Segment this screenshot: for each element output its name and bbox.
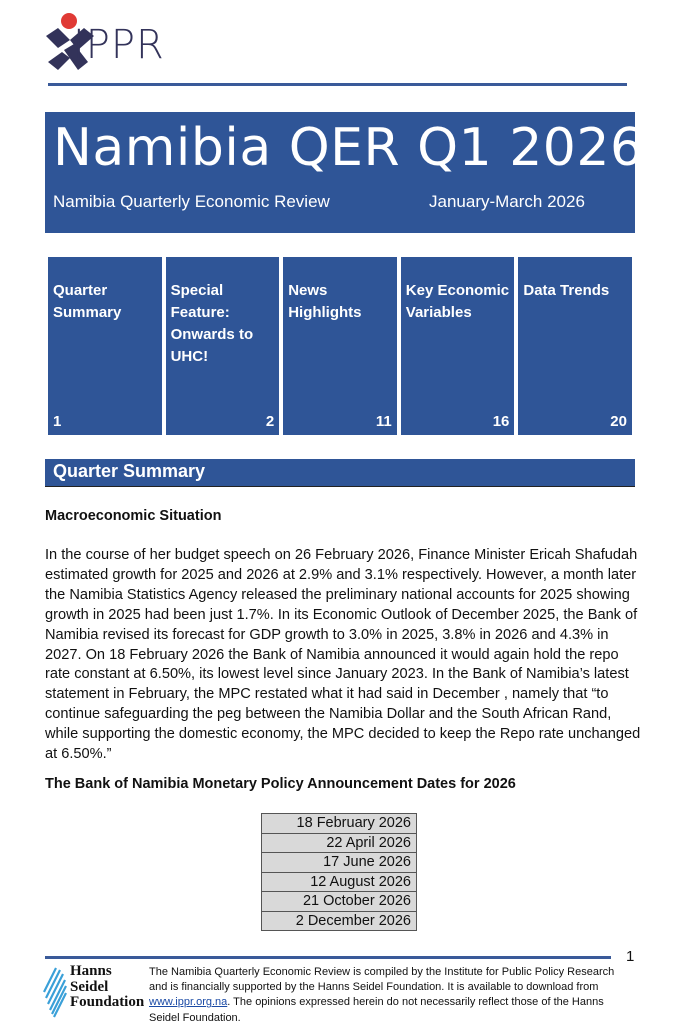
table-row xyxy=(262,872,417,892)
table-row xyxy=(262,892,417,912)
title-banner xyxy=(45,112,644,233)
announcement-dates-table xyxy=(261,813,417,931)
table-of-contents xyxy=(48,257,632,435)
sponsor-line: Hanns xyxy=(70,963,112,979)
document-title: Namibia QER Q1 2026 xyxy=(53,118,644,178)
hanns-seidel-logo-icon xyxy=(42,964,70,1018)
toc-label: Quarter Summary xyxy=(53,282,122,321)
ippr-logo-text: IPPR xyxy=(73,22,165,68)
footer-text-before: The Namibia Quarterly Economic Review is compiled by the Institute for Public Policy Research and is financially supported by the Hanns Seidel Foundation. It is available to download from xyxy=(149,966,615,994)
ippr-website-link[interactable]: www.ippr.org.na xyxy=(149,996,228,1009)
toc-label: Data Trends xyxy=(523,282,610,299)
document-subtitle: Namibia Quarterly Economic Review xyxy=(53,192,330,211)
footer-text-after: . The opinions expressed herein do not necessarily reflect those of the Hanns Seidel Foundation. xyxy=(149,996,604,1024)
toc-page-number: 11 xyxy=(375,413,392,430)
toc-item-special-feature[interactable] xyxy=(166,257,280,435)
section-title: Quarter Summary xyxy=(53,461,206,481)
subheading: Macroeconomic Situation xyxy=(45,508,222,524)
toc-item-key-economic-variables[interactable] xyxy=(401,257,515,435)
header-divider xyxy=(48,83,627,86)
toc-item-data-trends[interactable] xyxy=(518,257,632,435)
toc-label: Key Economic Variables xyxy=(405,282,510,321)
page-number: 1 xyxy=(626,948,635,965)
table-row xyxy=(262,833,417,853)
body-paragraph: In the course of her budget speech on 26 February 2026, Finance Minister Ericah Shafudah estimated growth for 2025 and 2026 at 2.9% and 3.1% respectively. However, a month later the Namibia Statistics Agency released the preliminary national accounts for 2025 showing growth in 2025 had been just 1.7%. In its Economic Outlook of December 2025, the Bank of Namibia revised its forecast for GDP growth to 3.0% in 2025, 3.8% in 2026 and 4.3% in 2027. On 18 February 2026 the Bank of Namibia announced it would again hold the repo rate constant at 6.50%, its lowest level since January 2023. In the Bank of Namibia’s latest statement in February, the MPC restated what it had said in December , namely that “to continue safeguarding the peg between the Namibia Dollar and the South African Rand, while supporting the domestic economy, the MPC decided to keep the Repo rate unchanged at 6.50%.” xyxy=(45,547,641,763)
table-row xyxy=(262,814,417,834)
table-row xyxy=(262,853,417,873)
toc-page-number: 20 xyxy=(610,413,627,430)
toc-page-number: 16 xyxy=(492,413,510,430)
dates-heading: The Bank of Namibia Monetary Policy Announcement Dates for 2026 xyxy=(45,776,516,792)
table-cell: 22 April 2026 xyxy=(262,833,417,853)
footer-divider xyxy=(45,956,611,959)
toc-page-number: 2 xyxy=(265,413,275,430)
section-header xyxy=(45,459,635,487)
table-cell: 21 October 2026 xyxy=(262,892,417,912)
table-row xyxy=(262,911,417,931)
table-cell: 2 December 2026 xyxy=(262,911,417,931)
sponsor-line: Foundation xyxy=(70,994,145,1010)
toc-label: News Highlights xyxy=(288,282,362,321)
toc-page-number: 1 xyxy=(53,413,62,430)
table-cell: 12 August 2026 xyxy=(262,872,417,892)
sponsor-line: Seidel xyxy=(70,978,109,995)
hanns-seidel-name xyxy=(70,964,144,1011)
table-cell: 18 February 2026 xyxy=(262,814,417,834)
toc-label: Special Feature: Onwards to UHC! xyxy=(170,282,254,365)
document-period: January-March 2026 xyxy=(429,192,585,211)
toc-item-quarter-summary[interactable] xyxy=(48,257,162,435)
toc-item-news-highlights[interactable] xyxy=(283,257,397,435)
table-cell: 17 June 2026 xyxy=(262,853,417,873)
footer-disclaimer xyxy=(149,965,629,1026)
